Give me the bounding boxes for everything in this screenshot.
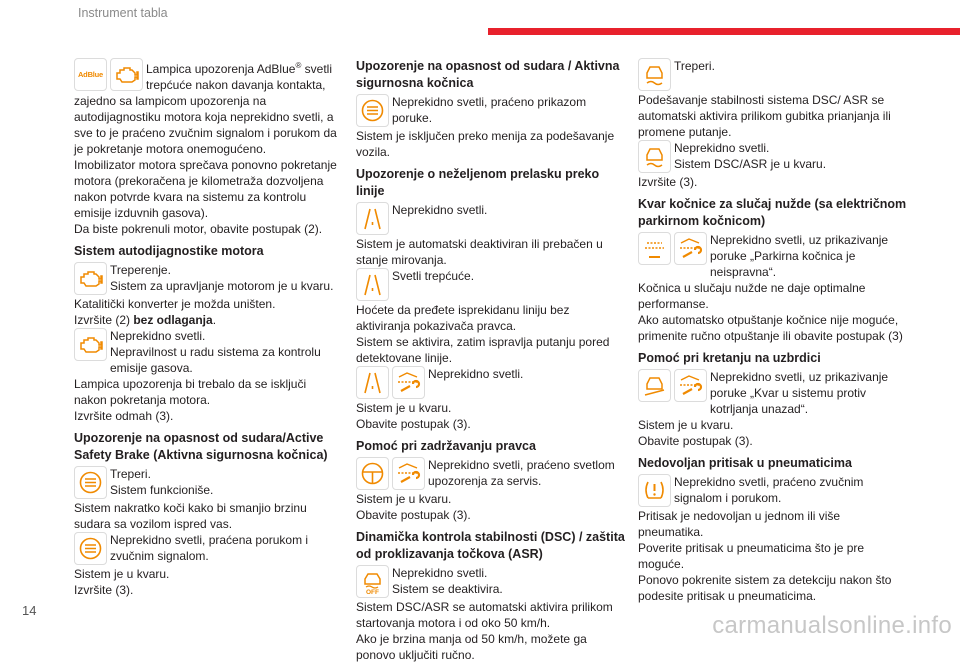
entry-text: Podešavanje stabilnosti sistema DSC/ ASR se automatski aktivira prilikom gubitka prianjanja ili promene putanje. [638,93,891,139]
brake-warning-icon [638,232,671,265]
entry-text: Sistem funkcioniše. [110,483,214,497]
entry-text: Sistem je u kvaru. [356,492,452,506]
adblue-procedure-text: Da biste pokrenuli motor, obavite postupak (2). [74,222,323,236]
entry-text: Neprekidno svetli. [428,367,524,381]
entry-text-part: . [212,313,217,327]
entry-text: Sistem nakratko koči kako bi smanjio brzinu sudara sa vozilom ispred vas. [74,501,307,531]
entry-text: Poverite pritisak u pneumaticima što je pre moguće. [638,541,865,571]
entry-text: Sistem je u kvaru. [356,401,452,415]
lane-departure-icon [356,366,389,399]
entry-text: Neprekidno svetli. [392,566,488,580]
section-title-active-safety-brake: Upozorenje na opasnost od sudara / Aktivna sigurnosna kočnica [356,59,620,90]
entry-text: Obavite postupak (3). [356,417,471,431]
entry-text: Hoćete da pređete isprekidanu liniju bez aktiviranja pokazivača pravca. [356,303,570,333]
entry-text: Obavite postupak (3). [638,434,753,448]
entry-text: Sistem se aktivira, zatim ispravlja putanju pored detektovane linije. [356,335,610,365]
adblue-text: Lampica upozorenja AdBlue [146,62,296,76]
stability-control-icon [638,58,671,91]
entry-text: Neprekidno svetli, praćena porukom i zvučnim signalom. [110,533,309,563]
lane-departure-icon [356,202,389,235]
header-accent-bar [488,28,960,35]
entry-text: Treperenje. [110,263,171,277]
engine-icon [110,58,143,91]
entry-text: Ako automatsko otpuštanje kočnice nije moguće, primenite ručno otpuštanje ili obavite postupak (3) [638,313,903,343]
service-wrench-icon [392,457,425,490]
section-title-lane-keeping: Pomoć pri zadržavanju pravca [356,439,536,453]
entry-text: Katalitički konverter je možda uništen. [74,297,276,311]
section-title-collision-warning: Upozorenje na opasnost od sudara/Active Safety Brake (Aktivna sigurnosna kočnica) [74,431,328,462]
entry-text: Treperi. [674,59,715,73]
entry-text: Ponovo pokrenite sistem za detekciju nakon što podesite pritisak u pneumaticima. [638,573,892,603]
collision-warning-icon [356,94,389,127]
entry-text: Sistem je automatski deaktiviran ili prebačen u stanje mirovanja. [356,237,603,267]
entry-text: Sistem se deaktivira. [392,582,503,596]
tyre-pressure-icon [638,474,671,507]
entry-text: Neprekidno svetli. [392,203,488,217]
watermark: carmanualsonline.info [712,612,952,639]
off-label: OFF [366,589,379,595]
adblue-text-cont: svetli trepćuće nakon davanja kontakta, zajedno sa lampicom upozorenja na autodijagnostiku motora koja neprekidno svetli, a sve to je praćeno zvučnim signalom i porukom da je pokretanje motora onemogućeno. [74,62,337,156]
entry-text: Sistem je u kvaru. [74,567,170,581]
section-title-hill-start: Pomoć pri kretanju na uzbrdici [638,351,821,365]
engine-icon [74,262,107,295]
lane-departure-icon [356,268,389,301]
stability-control-off-icon [356,565,389,598]
entry-text [74,312,342,328]
entry-text: Kočnica u slučaju nužde ne daje optimalne performanse. [638,281,866,311]
entry-text: Neprekidno svetli. [674,141,770,155]
entry-text-part: Izvršite (2) [74,313,134,327]
section-title-tyre-pressure: Nedovoljan pritisak u pneumaticima [638,456,852,470]
engine-icon [74,328,107,361]
entry-text-bold: bez odlaganja [133,313,213,327]
entry-text: Treperi. [110,467,151,481]
entry-text: Neprekidno svetli, praćeno svetlom upozorenja za servis. [428,458,615,488]
entry-text: Ako je brzina manja od 50 km/h, možete ga ponovo uključiti ručno. [356,632,587,662]
steering-wheel-icon [356,457,389,490]
entry-text: Neprekidno svetli, uz prikazivanje poruke „Kvar u sistemu protiv kotrljanja unazad“. [710,370,889,416]
entry-text: Izvršite (3). [638,175,698,189]
running-header: Instrument tabla [78,6,168,20]
adblue-immobilizer-text: Imobilizator motora sprečava ponovno pokretanje motora (prekoračena je kilometraža dozvoljena nakon potvrde kvara na sistemu za kontrolu emisije izduvnih gasova). [74,158,337,220]
column-3 [638,58,908,604]
column-2 [356,58,626,663]
page-number: 14 [22,603,37,618]
hill-start-icon [638,369,671,402]
entry-text: Sistem je u kvaru. [638,418,734,432]
registered-mark: ® [295,61,302,70]
entry-text: Sistem za upravljanje motorom je u kvaru. [110,279,334,293]
service-wrench-icon [674,369,707,402]
entry-text: Neprekidno svetli, praćeno zvučnim signalom i porukom. [674,475,864,505]
service-wrench-icon [674,232,707,265]
section-title-lane-departure: Upozorenje o neželjenom prelasku preko linije [356,167,600,198]
stability-control-icon [638,140,671,173]
service-wrench-icon [392,366,425,399]
entry-text: Neprekidno svetli, praćeno prikazom poruke. [392,95,587,125]
entry-text: Obavite postupak (3). [356,508,471,522]
entry-text: Svetli trepćuće. [392,269,475,283]
entry-text: Sistem je isključen preko menija za podešavanje vozila. [356,129,615,159]
entry-text: Neprekidno svetli. [110,329,206,343]
entry-text: Neprekidno svetli, uz prikazivanje poruke „Parkirna kočnica je neispravna“. [710,233,889,279]
entry-text: Izvršite odmah (3). [74,409,174,423]
entry-text: Pritisak je nedovoljan u jednom ili više pneumatika. [638,509,841,539]
entry-text: Nepravilnost u radu sistema za kontrolu emisije gasova. [110,345,321,375]
adblue-icon-label: AdBlue [77,69,104,79]
collision-warning-icon [74,466,107,499]
entry-text: Sistem DSC/ASR se automatski aktivira prilikom startovanja motora i od oko 50 km/h. [356,600,613,630]
adblue-paragraph [74,58,342,157]
collision-warning-icon [74,532,107,565]
adblue-icon [74,58,107,91]
section-title-engine-diagnostics: Sistem autodijagnostike motora [74,244,264,258]
entry-text: Izvršite (3). [74,583,134,597]
section-title-emergency-brake: Kvar kočnice za slučaj nužde (sa električnom parkirnom kočnicom) [638,197,907,228]
entry-text: Sistem DSC/ASR je u kvaru. [674,157,827,171]
section-title-dsc-asr: Dinamička kontrola stabilnosti (DSC) / zaštita od proklizavanja točkova (ASR) [356,530,625,561]
entry-text: Lampica upozorenja bi trebalo da se isključi nakon pokretanja motora. [74,377,307,407]
column-1 [74,58,342,598]
